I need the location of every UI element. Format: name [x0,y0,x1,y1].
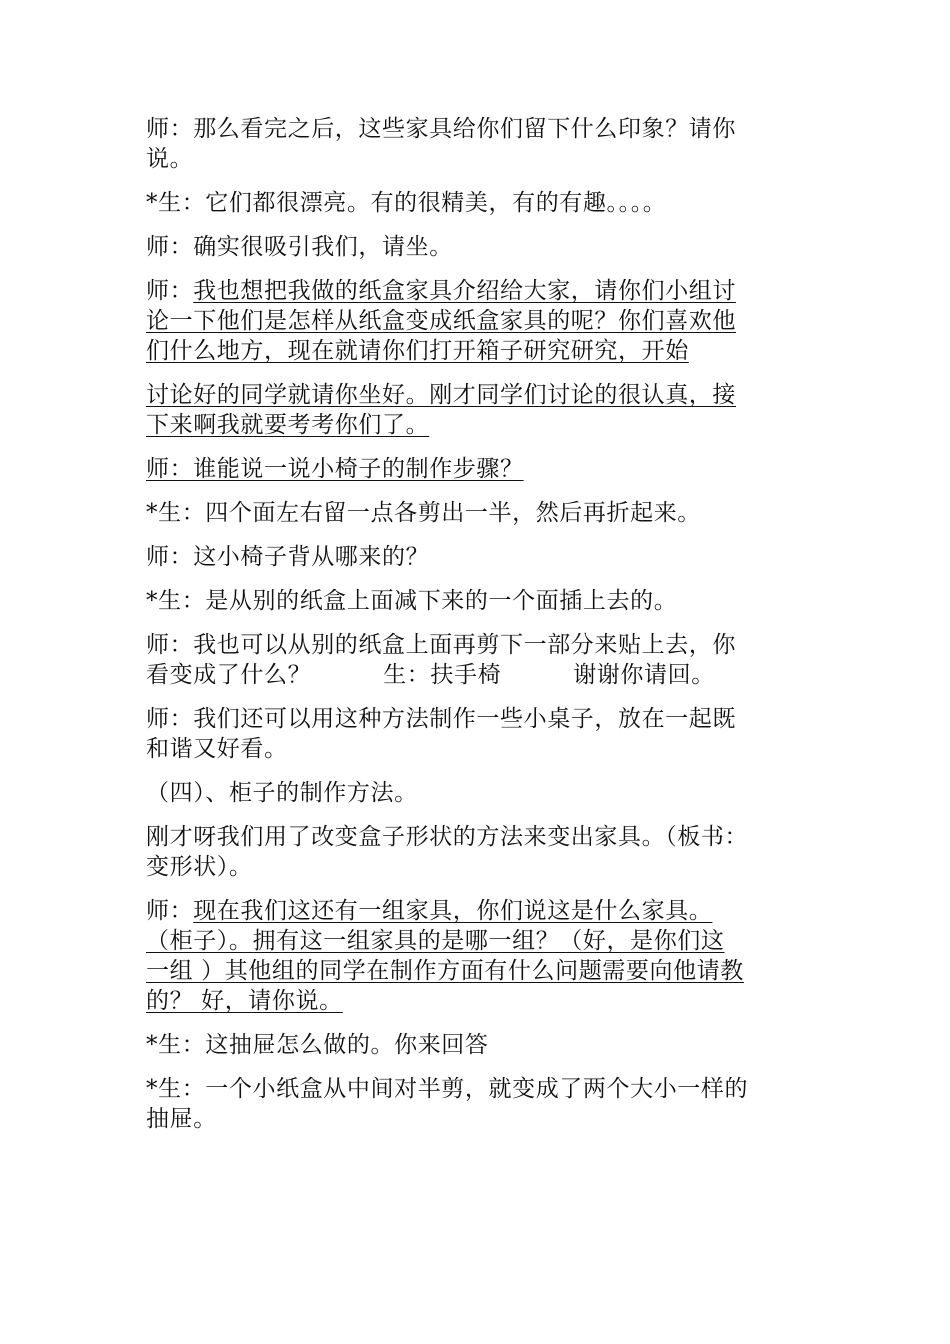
dialogue-paragraph [146,1074,798,1134]
text-line [146,896,798,926]
text-run: *生：一个小纸盒从中间对半剪，就变成了两个大小一样的 [146,1076,749,1102]
text-line [146,410,798,440]
text-line [146,1104,798,1134]
text-run: 变形状）。 [146,854,253,880]
text-run: 生：扶手椅 [383,662,502,688]
text-run: *生：四个面左右留一点各剪出一半，然后再折起来。 [146,500,701,526]
text-run: 师：这小椅子背从哪来的？ [146,544,430,570]
text-line [146,336,798,366]
text-run: 刚才呀我们用了改变盒子形状的方法来变出家具。（板书： [146,824,749,850]
text-line [146,956,798,986]
text-run: *生：这抽屉怎么做的。你来回答 [146,1032,489,1058]
text-line [146,380,798,410]
text-line [146,306,798,336]
text-line [146,704,798,734]
text-line [146,926,798,956]
underlined-text: 下来啊我就要考考你们了。 [146,412,430,438]
dialogue-paragraph [146,586,798,616]
dialogue-paragraph [146,630,798,690]
text-line [146,852,798,882]
dialogue-paragraph [146,380,798,440]
underlined-text: 我也想把我做的纸盒家具介绍给大家，请你们小组讨 [193,278,737,304]
document-body [146,114,798,1148]
underlined-text: 论一下他们是怎样从纸盒变成纸盒家具的呢？你们喜欢他 [146,308,736,334]
dialogue-paragraph [146,114,798,174]
underlined-text: 一组 ）其他组的同学在制作方面有什么问题需要向他请教 [146,958,744,984]
text-line [146,188,798,218]
text-run: 师：那么看完之后，这些家具给你们留下什么印象？请你 [146,116,736,142]
text-line [146,778,798,808]
dialogue-paragraph [146,542,798,572]
text-run: 谢谢你请回。 [573,662,715,688]
text-run: 师：确实很吸引我们，请坐。 [146,234,453,260]
dialogue-paragraph [146,896,798,1016]
text-line [146,144,798,174]
text-line [146,542,798,572]
text-line [146,630,798,660]
text-run: （四）、柜子的制作方法。 [146,780,418,806]
text-line [146,986,798,1016]
text-line [146,454,798,484]
text-line [146,114,798,144]
text-line [146,276,798,306]
underlined-text: 现在我们这还有一组家具，你们说这是什么家具。 [193,898,713,924]
dialogue-paragraph [146,1030,798,1060]
text-line [146,232,798,262]
dialogue-paragraph [146,778,798,808]
dialogue-paragraph [146,188,798,218]
text-run: *生：它们都很漂亮。有的很精美，有的有趣。。。。 [146,190,667,216]
text-run: 师：我们还可以用这种方法制作一些小桌子，放在一起既 [146,706,736,732]
text-run: *生：是从别的纸盒上面减下来的一个面插上去的。 [146,588,678,614]
text-line [146,1074,798,1104]
text-line [146,498,798,528]
text-run: 看变成了什么？ [146,662,312,688]
underlined-text: （柜子）。拥有这一组家具的是哪一组？（好，是你们这 [146,928,725,954]
text-line [146,586,798,616]
text-line [146,734,798,764]
text-run: 师： [146,898,194,924]
text-line [146,660,798,690]
dialogue-paragraph [146,232,798,262]
text-run: 说。 [146,146,194,172]
text-run: 师：我也可以从别的纸盒上面再剪下一部分来贴上去，你 [146,632,736,658]
dialogue-paragraph [146,704,798,764]
text-line [146,1030,798,1060]
text-run: 师： [146,278,194,304]
underlined-text: 的？ 好，请你说。 [146,988,343,1014]
dialogue-paragraph [146,498,798,528]
underlined-text: 师：谁能说一说小椅子的制作步骤？ [146,456,524,482]
text-run: 和谐又好看。 [146,736,288,762]
dialogue-paragraph [146,822,798,882]
text-run: 抽屉。 [146,1106,217,1132]
dialogue-paragraph [146,454,798,484]
underlined-text: 讨论好的同学就请你坐好。刚才同学们讨论的很认真，接 [146,382,736,408]
dialogue-paragraph [146,276,798,366]
underlined-text: 们什么地方，现在就请你们打开箱子研究研究，开始 [146,338,689,364]
text-line [146,822,798,852]
